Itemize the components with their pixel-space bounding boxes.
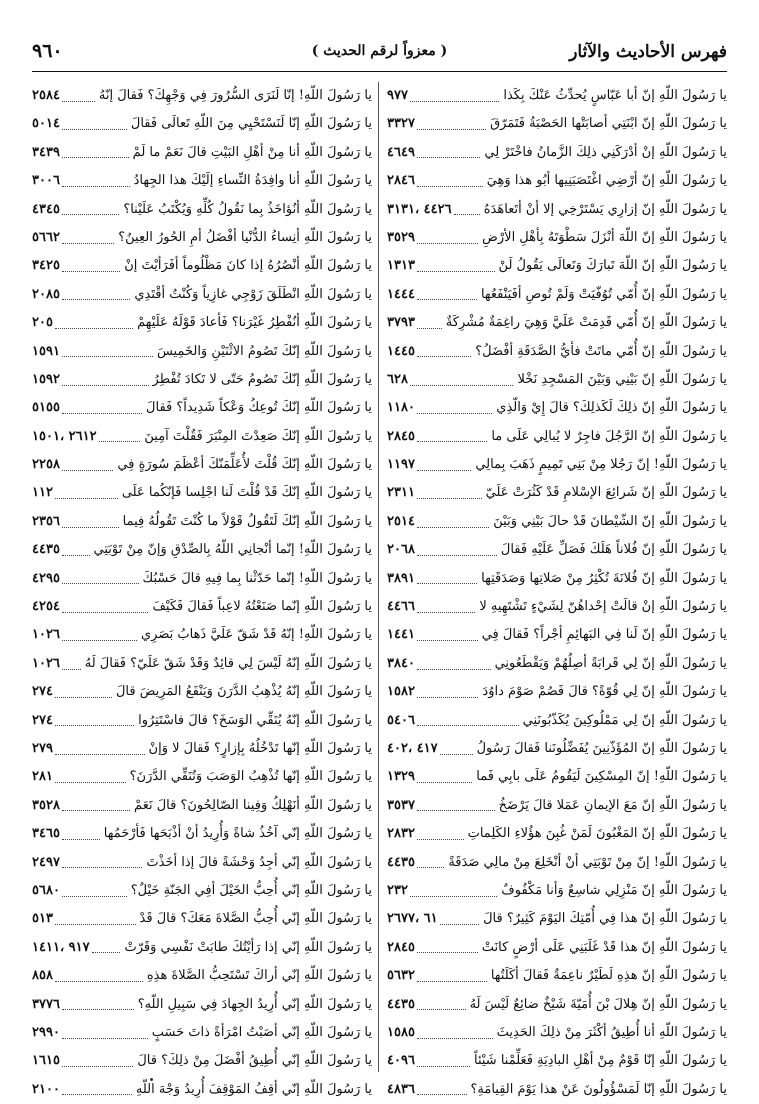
hadith-number: ١٥٩١ [32,343,60,359]
hadith-number: ١٤٤٤ [387,286,415,302]
entry-text: يا رَسُولَ اللّهِ إنّكَ قَدْ قُلْتَ لَنا اجْلِسا فَإنّكُما عَلَى [121,485,372,501]
dot-leader [62,527,119,528]
index-entry [387,394,727,422]
dot-leader [62,555,90,556]
dot-leader [417,612,475,613]
index-entry [32,707,372,735]
dot-leader [55,754,145,755]
index-entry [387,536,727,564]
hadith-number: ٢٤٩٧ [32,854,60,870]
hadith-number: ٢٣١١ [387,485,415,501]
hadith-number: ٤٠٩٦ [387,1053,415,1069]
entry-text: يا رَسُولَ اللّهِ إنّ المُؤَذّنِينَ يُفَضِّلُونَنا فَقالَ رَسُولُ [476,740,727,756]
dot-leader [410,896,497,897]
entry-text: يا رَسُولَ اللّهِ إنّ إزارِي يَسْتَرْخِي إلا أنْ أتَعاهَدَهُ [483,201,727,217]
hadith-number: ٣٤٣٩ [32,144,60,160]
dot-leader [62,186,130,187]
index-entry [32,820,372,848]
entry-text: يا رَسُولَ اللّهِ إنْ أدْرَكَنِي ذلِكَ الزَّمانُ فاخْتَرْ لِي [484,144,727,160]
index-entry [32,423,372,451]
dot-leader [62,612,149,613]
hadith-number: ٢٧٩ [32,740,53,756]
hadith-number: ٣٥٢٨ [32,797,60,813]
entry-text: يا رَسُولَ اللّهِ أنا وافِدَةُ النِّساءِ إلَيْكَ هذا الجِهادُ [133,173,372,189]
hadith-number: ٢٨٣٢ [387,826,415,842]
hadith-number: ٢٣٢ [387,882,408,898]
dot-leader [454,214,480,215]
dot-leader [417,157,480,158]
dot-leader [92,952,121,953]
hadith-number: ١٠٢٦ [32,655,60,671]
page-header [32,42,727,68]
hadith-number: ٥٦٦٢ [32,229,60,245]
dot-leader [440,924,479,925]
entry-text: يا رَسُولَ اللّهِ أنا أُطِيقُ أكْثَرَ مِنْ ذلِكَ الحَدِيثَ [496,1024,727,1040]
hadith-number: ٢٨١ [32,769,53,785]
dot-leader [62,299,130,300]
hadith-number: ٤٤٣٥ [387,854,415,870]
entry-text: يا رَسُولَ اللّهِ إنّي أجِدُ وَحْشَةً قالَ إذا أخَذْتَ [146,854,372,870]
entry-text: يا رَسُولَ اللّهِ إنّ هِلالَ بْنَ أُمَيّةَ شَيْخٌ ضائِعٌ لَيْسَ لَهُ [469,996,727,1012]
index-entry [32,593,372,621]
index-entry [387,1047,727,1075]
dot-leader [417,356,471,357]
entry-text: يا رَسُولَ اللّهِ إنّما صَنَعْتُهُ لاعِباً فَقالَ فَكَيْفَ [152,599,372,615]
dot-leader [62,243,114,244]
dot-leader [417,527,489,528]
index-entry [32,991,372,1019]
dot-leader [417,271,495,272]
entry-text: يا رَسُولَ اللّهِ أنُؤاخَذُ بِما نَقُولُ كُلِّهِ وَيُكْتَبُ عَلَيْنا؟ [123,201,372,217]
index-entry [387,792,727,820]
index-entry [387,479,727,507]
dot-leader [410,101,499,102]
entry-text: يا رَسُولَ اللّهِ أنَهْلِكُ وَفِينا الصّالِحُونَ؟ قالَ نَعَمْ [134,797,372,813]
index-entry [387,451,727,479]
dot-leader [417,810,495,811]
dot-leader [417,243,478,244]
dot-leader [417,725,519,726]
entry-text: يا رَسُولَ اللّهِ إنّ مَنْزِلِي شاسِعٌ وَأنا مَكْفُوفٌ [501,882,727,898]
entry-text: يا رَسُولَ اللّهِ إنّ اللّهَ أنْزَلَ سَطْوَتَهُ بِأهْلِ الأرْضِ [482,229,727,245]
index-entry [32,252,372,280]
hadith-number: ٣٧٧٦ [32,996,60,1012]
entry-text: يا رَسُولَ اللّهِ إنّ لِي قُوّةً؟ قالَ فَصُمْ صَوْمَ داوُدَ [482,684,727,700]
left-column [32,82,372,1104]
hadith-number: ٦١ ،٢٦٧٧ [387,911,438,927]
entry-text: يا رَسُولَ اللّهِ! إنّ رَجُلا مِنْ بَنِي تَمِيمٍ ذَهَبَ بِمالِي [475,457,727,473]
entry-text: يا رَسُولَ اللّهِ إنّ شَرائِعَ الإسْلامِ قَدْ كَثُرَتْ عَلَيّ [485,485,727,501]
entry-text: يا رَسُولَ اللّهِ إنّي أصَبْتُ امْرَأةً ذاتَ حَسَبٍ [151,1024,372,1040]
dot-leader [62,583,139,584]
hadith-number: ٥١٣ [32,911,53,927]
entry-text: يا رَسُولَ اللّهِ أنِساءُ الدُّنْيا أفْضَلُ أمِ الحُورُ العِينُ؟ [118,229,372,245]
hadith-number: ١٦١٥ [32,1053,60,1069]
entry-text: يا رَسُولَ اللّهِ إنّ هذا فِي أُمّتِكَ اليَوْمَ كَثِيرٌ؟ قالَ [483,911,727,927]
entry-text: يا رَسُولَ اللّهِ إنّ فُلانَةَ تُكْثِرُ مِنْ صَلاتِها وَصَدَقَتِها [481,570,727,586]
hadith-number: ١١٨٠ [387,400,415,416]
index-entry [387,621,727,649]
dot-leader [62,214,119,215]
entry-text: يا رَسُولَ اللّهِ إنّ أُمّي تُوُفّيَتْ وَلَمْ تُوصِ أفَيَنْفَعُها [480,286,727,302]
hadith-number: ١١٢ [32,485,53,501]
hadith-number: ٢٨٤٦ [387,173,415,189]
index-entry [32,309,372,337]
hadith-number: ٦٢٨ [387,371,408,387]
dot-leader [55,782,126,783]
index-entry [32,763,372,791]
entry-text: يا رَسُولَ اللّهِ إنّ هذا قَدْ غَلَبَنِي عَلَى أرْضٍ كانَتْ [481,939,727,955]
hadith-number: ٣٤٢٥ [32,258,60,274]
dot-leader [62,896,127,897]
entry-text: يا رَسُولَ اللّهِ إنّي أراكَ تَسْتَحِبُّ الصَّلاةَ هذِهِ [146,968,372,984]
index-entry [387,905,727,933]
hadith-number: ٢١٠٠ [32,1081,60,1097]
entry-text: يا رَسُولَ اللّهِ انْطَلَقَ زَوْجِي غازِياً وَكُنْتُ أقْتَدِي [134,286,372,302]
entry-text: يا رَسُولَ اللّهِ إنْ قالَتْ إحْداهُنّ لِشَيْءٍ تَشْتَهِيهِ لا [479,599,727,615]
index-entry [32,849,372,877]
entry-text: يا رَسُولَ اللّهِ إنّ أرْضِي اغْتَصَبَنِيها أبُو هذا وَهِيَ [486,173,727,189]
index-entry [387,707,727,735]
hadith-number: ٤٢٩٥ [32,570,60,586]
entry-text: يا رَسُولَ اللّهِ إنّ بَيْنِي وَبَيْنَ المَسْجِدِ نَخْلا [517,371,727,387]
index-entry [387,281,727,309]
dot-leader [62,810,130,811]
index-entry [387,820,727,848]
entry-text: يا رَسُولَ اللّهِ إنّي آخُذُ شاةً وَأُرِيدُ أنْ أذْبَحَها فَأرْحَمُها [103,826,372,842]
entry-text: يا رَسُولَ اللّهِ إنّ أبا عَبّاسٍ يُحدِّثُ عَنْكَ بِكَذا [503,88,727,103]
hadith-number: ١١٩٧ [387,457,415,473]
dot-leader [417,867,444,868]
hadith-number: ٤٨٣٦ [387,1081,415,1097]
page-number: ٩٦٠ [32,40,63,62]
dot-leader [62,669,81,670]
index-entry [32,735,372,763]
entry-text: يا رَسُولَ اللّهِ إنّهُ يُنَقِّي الوَسَخَ؟ قالَ فاسْتَتِرُوا [138,712,372,728]
dot-leader [62,640,137,641]
entry-text: يا رَسُولَ اللّهِ إنّهُ يُذْهِبُ الدَّرَنَ وَيَنْفَعُ المَرِيضَ قالَ [115,684,372,700]
entry-text: يا رَسُولَ اللّهِ! إنّما حَدّثْنا بِما فِيهِ قالَ حَسْبُكَ [142,570,372,586]
dot-leader [417,328,442,329]
index-entry [32,394,372,422]
dot-leader [62,356,153,357]
hadith-number: ٢٧٤ [32,684,53,700]
index-entry [387,110,727,138]
dot-leader [99,441,141,442]
index-entry [32,934,372,962]
hadith-number: ٥٦٣٢ [387,968,415,984]
index-entry [387,224,727,252]
hadith-number: ٤٦٤٩ [387,144,415,160]
index-entry [387,1076,727,1104]
ink-speck [150,1078,153,1081]
dot-leader [62,1038,148,1039]
hadith-number: ٣٥٢٩ [387,229,415,245]
entry-text: يا رَسُولَ اللّهِ إنّ ابْنَتِي أصابَتْها الحَصْبَةُ فَتَمَرّقَ [490,116,727,132]
dot-leader [440,754,473,755]
index-entry [32,508,372,536]
dot-leader [55,924,136,925]
hadith-number: ١٣١٣ [387,258,415,274]
index-entry [32,196,372,224]
dot-leader [417,839,464,840]
index-title: فهرس الأحاديث والآثار [569,42,727,62]
dot-leader [417,782,472,783]
dot-leader [417,981,487,982]
hadith-number: ١٣٢٩ [387,769,415,785]
hadith-number: ٣٠٠٦ [32,173,60,189]
hadith-number: ٢٦١٢ ،١٥٠١ [32,428,97,444]
index-entry [387,309,727,337]
dot-leader [62,867,142,868]
hadith-number: ٤٣٤٥ [32,201,60,217]
entry-text: يا رَسُولَ اللّهِ إنّ أُمّي قَدِمَتْ عَلَيَّ وَهِيَ راغِمَةٌ مُشْرِكَةٌ [445,315,727,331]
dot-leader [417,952,478,953]
hadith-number: ٢٥٨٤ [32,88,60,103]
index-entry [32,110,372,138]
index-entry [387,849,727,877]
dot-leader [55,498,118,499]
hadith-number: ١٤٤٥ [387,343,415,359]
entry-text: يا رَسُولَ اللّهِ إنّي أُحِبُّ الصَّلاةَ مَعَكَ؟ قالَ قَدْ [139,911,372,927]
dot-leader [55,328,133,329]
entry-text: يا رَسُولَ اللّهِ إنّي أُطِيقُ أفْضَلَ مِنْ ذلِكَ؟ قالَ [137,1053,372,1069]
hadith-number: ٢٠٨٥ [32,286,60,302]
index-entry [32,1019,372,1047]
index-entry [387,593,727,621]
index-entry [32,338,372,366]
index-entry [387,423,727,451]
entry-text: يا رَسُولَ اللّهِ! إنّا لَنَرَى السُّرُورَ فِي وَجْهِكَ؟ فَقالَ إنّهُ [98,88,372,103]
index-entry [32,167,372,195]
index-entry [32,224,372,252]
hadith-number: ١٥٩٢ [32,371,60,387]
entry-text: يا رَسُولَ اللّهِ إنّكَ تَصُومُ الاثْنَيْنِ وَالخَمِيسَ [156,343,372,359]
index-entry [387,565,727,593]
hadith-number: ٢٠٦٨ [387,542,415,558]
entry-text: يا رَسُولَ اللّهِ إنّا لَمَسْؤُولُونَ عَنْ هذا يَوْمَ القِيامَةِ؟ [470,1081,727,1097]
dot-leader [417,470,471,471]
hadith-number: ٢٢٥٨ [32,457,60,473]
index-entry [387,338,727,366]
index-entry [387,934,727,962]
entry-text: يا رَسُولَ اللّهِ أنا مِنْ أهْلِ البَيْتِ قالَ نَعَمْ ما لَمْ [132,144,372,160]
entry-text: يا رَسُولَ اللّهِ! إنّهُ قَدْ شَقّ عَلَيَّ ذَهابُ بَصَرِي [141,627,372,643]
index-entry [387,650,727,678]
index-entry [387,763,727,791]
entry-text: يا رَسُولَ اللّهِ إنّ اللّهَ تَبارَكَ وَتَعالَى يَقُولُ لَنْ [498,258,727,274]
entry-text: يا رَسُولَ اللّهِ إنّكَ تُوعِكُ وَعْكاً شَدِيداً؟ فَقالَ [146,400,372,416]
hadith-number: ٩٧٧ [387,88,408,103]
entry-text: يا رَسُولَ اللّهِ إنّي إذا رَأيْتُكَ طابَتْ نَفْسِي وَقَرّتْ [124,939,372,955]
index-entry [32,479,372,507]
dot-leader [62,129,127,130]
index-entry [32,366,372,394]
index-entry [32,1047,372,1075]
hadith-number: ٨٥٨ [32,968,53,984]
index-entry [32,962,372,990]
entry-text: يا رَسُولَ اللّهِ إنّها تُذْهِبُ الوَصَبَ وَتُنَقِّي الدَّرَنَ؟ [129,769,372,785]
hadith-number: ٥٠١٤ [32,116,60,132]
index-entry [32,139,372,167]
dot-leader [417,441,487,442]
dot-leader [417,498,482,499]
entry-text: يا رَسُولَ اللّهِ إنّ المَغْبُونَ لَمَنْ غُبِنَ هؤُلاءِ الكَلِماتِ [467,826,727,842]
hadith-number: ٣٥٣٧ [387,797,415,813]
index-entry [32,281,372,309]
dot-leader [417,1038,493,1039]
dot-leader [417,1066,470,1067]
entry-text: يا رَسُولَ اللّهِ إنّ لِي مَمْلُوكِينَ يُكَذّبُونَنِي [522,712,727,728]
index-entry [32,621,372,649]
entry-text: يا رَسُولَ اللّهِ إنّا قَوْمٌ مِنْ أهْلِ البادِيَةِ فَعَلِّمْنا شَيْئاً [473,1053,727,1069]
dot-leader [417,129,486,130]
hadith-number: ٤٤٣٥ [32,542,60,558]
hadith-number: ٥٦٨٠ [32,882,60,898]
hadith-number: ٤٤٣٥ [387,996,415,1012]
entry-text: يا رَسُولَ اللّهِ إنّ الشّيْطانَ قَدْ حالَ بَيْنِي وَبَيْنَ [493,513,727,529]
hadith-number: ٢٥١٤ [387,513,415,529]
right-column [387,82,727,1104]
entry-text: يا رَسُولَ اللّهِ إنّكَ تَصُومُ حَتّى لا تَكادَ تُفْطِرُ [152,371,372,387]
hadith-number: ١٥٨٥ [387,1024,415,1040]
entry-text: يا رَسُولَ اللّهِ إنّكَ لَتَقُولُ قَوْلاً ما كُنْتَ تَقُولُهُ فِيما [122,513,372,529]
dot-leader [55,697,112,698]
index-entry [387,962,727,990]
index-entry [32,792,372,820]
hadith-number: ٤١٧ ،٤٠٢ [387,740,438,756]
index-entry [387,167,727,195]
hadith-number: ٢٨٤٥ [387,939,415,955]
hadith-number: ٥٤٠٦ [387,712,415,728]
hadith-number: ٣٨٩١ [387,570,415,586]
hadith-number: ٢٧٤ [32,712,53,728]
hadith-number: ٣٣٢٧ [387,116,415,132]
hadith-number: ١٤٤١ [387,627,415,643]
entry-text: يا رَسُولَ اللّهِ إنّ فُلاناً هَلَكَ فَصَلِّ عَلَيْهِ فَقالَ [500,542,727,558]
entry-text: يا رَسُولَ اللّهِ إنّ ذلِكَ لَكَذلِكَ؟ قالَ إِيْ وَالّذِي [496,400,727,416]
entry-text: يا رَسُولَ اللّهِ! إنّ مِنْ تَوْبَتِي أنْ أنْخَلِعَ مِنْ مالِي صَدَقَةً [448,854,727,870]
entry-text: يا رَسُولَ اللّهِ إنّ أُمّي ماتَتْ فأيُّ الصَّدَقَةِ أفْضَلُ؟ [475,343,727,359]
hadith-number: ٤٢٥٤ [32,599,60,615]
dot-leader [417,1094,467,1095]
entry-text: يا رَسُولَ اللّهِ إنّكَ قُلْتَ لأُعَلِّمَنّكَ أعْظَمَ سُورَةٍ فِي [117,457,372,473]
index-entry [32,877,372,905]
hadith-number: ٣٤٦٥ [32,826,60,842]
hadith-number: ٢٠٥ [32,315,53,331]
entry-text: يا رَسُولَ اللّهِ إنّكَ صَعِدْتَ المِنْبَرَ فَقُلْتَ آمِينَ [144,428,372,444]
entry-text: يا رَسُولَ اللّهِ إنّ لِي قَرابَةً أصِلُهُمْ وَيَقْطَعُونِي [494,655,727,671]
index-entry [387,508,727,536]
index-entry [32,905,372,933]
dot-leader [417,583,477,584]
dot-leader [417,555,497,556]
hadith-number: ٣٨٤٠ [387,655,415,671]
entry-text: يا رَسُولَ اللّهِ أنْصُرُهُ إذا كانَ مَظْلُوماً أفَرَأيْتَ إنْ [124,258,372,274]
index-entry [32,565,372,593]
dot-leader [417,186,483,187]
dot-leader [62,385,149,386]
entry-text: يا رَسُولَ اللّهِ إنّي أُحِبُّ الخَيْلَ أفِي الجَنّةِ خَيْلٌ؟ [130,882,372,898]
dot-leader [417,697,478,698]
dot-leader [62,470,113,471]
entry-text: يا رَسُولَ اللّهِ إنّي أُرِيدُ الجِهادَ فِي سَبِيلِ اللّهِ؟ [137,996,372,1012]
dot-leader [62,271,120,272]
index-entry [387,877,727,905]
index-entry [387,678,727,706]
dot-leader [62,1094,132,1095]
dot-leader [55,981,143,982]
index-entry [32,678,372,706]
dot-leader [62,157,129,158]
index-entry [387,366,727,394]
entry-text: يا رَسُولَ اللّهِ إنّها تَدْخُلُهُ بِإزارٍ؟ فَقالَ لا وَإنْ [148,740,372,756]
index-entry [32,451,372,479]
entry-text: يا رَسُولَ اللّهِ إنّهُ لَيْسَ لِي قائِدٌ وَقَدْ شَقّ عَلَيّ؟ فَقالَ لَهُ [84,655,372,671]
dot-leader [62,101,95,102]
hadith-number: ٤٤٢٦ ،٣١٣١ [387,201,452,217]
entry-text: يا رَسُولَ اللّهِ إنّ مَعَ الإيمانِ عَمَلا قالَ يَرْضَخُ [498,797,727,813]
entry-text: يا رَسُولَ اللّهِ إنّ الرَّجُلَ فاجِرٌ لا يُبالِي عَلَى ما [491,428,727,444]
hadith-number: ٥١٥٥ [32,400,60,416]
hadith-number: ٣٧٩٣ [387,315,415,331]
entry-text: يا رَسُولَ اللّهِ إنّ لَنا فِي البَهائِمِ أجْراً؟ فَقالَ فِي [481,627,727,643]
hadith-number: ٤٤٦٦ [387,599,415,615]
index-entry [387,196,727,224]
dot-leader [417,669,491,670]
index-entry [387,1019,727,1047]
hadith-number: ١٥٨٢ [387,684,415,700]
header-rule [32,71,727,72]
entry-text: يا رَسُولَ اللّهِ أنُفْطِرُ غَيْرَنا؟ فَأعادَ قَوْلَهُ عَلَيْهِمْ [137,315,372,331]
column-divider [378,82,379,1072]
hadith-number: ١٠٢٦ [32,627,60,643]
entry-text: يا رَسُولَ اللّهِ! إنّ المِسْكِينَ لَيَقُومُ عَلَى بابِي فَما [476,769,727,785]
hadith-number: ٢٩٩٠ [32,1024,60,1040]
index-entry [32,1076,372,1104]
index-subtitle: ( معزواً لرقم الحديث ) [311,43,448,59]
entry-text: يا رَسُولَ اللّهِ! إنّما أنْجانِي اللّهُ بِالصِّدْقِ وَإنّ مِنْ تَوْبَتِي [93,542,372,558]
entry-text: يا رَسُولَ اللّهِ إنّي أقِفُ المَوْقِفَ أُرِيدُ وَجْهَ اللّهِ [135,1081,372,1097]
index-entry [32,536,372,564]
hadith-number: ٩١٧ ،١٤١١ [32,939,90,955]
index-entry [387,252,727,280]
index-entry [387,139,727,167]
index-entry [387,735,727,763]
dot-leader [410,385,514,386]
dot-leader [55,725,134,726]
hadith-number: ٢٣٥٦ [32,513,60,529]
dot-leader [62,413,142,414]
entry-text: يا رَسُولَ اللّهِ إنّا لَنَسْتَحْيِي مِنَ اللّهِ تَعالَى فَقالَ [130,116,372,132]
index-entry [32,82,372,110]
hadith-number: ٢٨٤٥ [387,428,415,444]
index-entry [32,650,372,678]
entry-text: يا رَسُولَ اللّهِ إنّ هذِهِ لَطَيْرٌ ناعِمَةٌ فَقالَ أكَلَتُها [490,968,727,984]
dot-leader [62,1066,133,1067]
dot-leader [417,1009,466,1010]
dot-leader [62,1009,134,1010]
dot-leader [417,640,478,641]
index-entry [387,991,727,1019]
dot-leader [62,839,100,840]
index-entry [387,82,727,110]
dot-leader [417,413,492,414]
dot-leader [417,299,477,300]
